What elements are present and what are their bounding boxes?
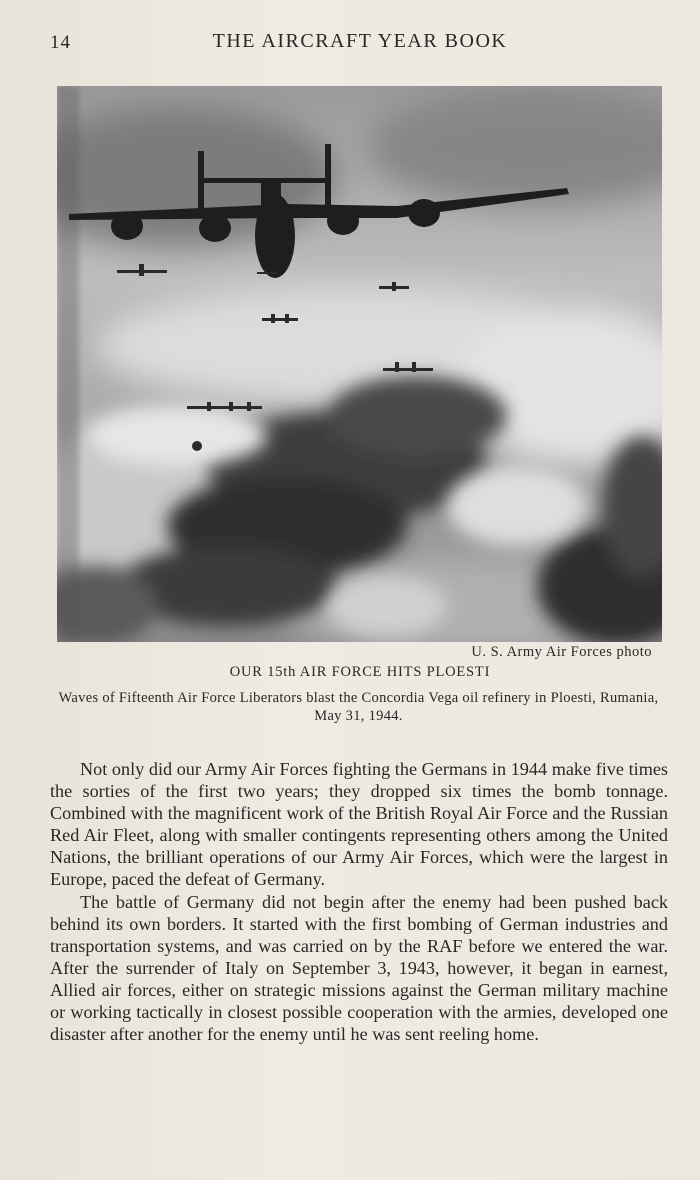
page-number: 14 <box>50 32 71 53</box>
figure-caption: Waves of Fifteenth Air Force Liberators blast the Concordia Vega oil refinery in Ploesti, Rumania, May 31, 1944. <box>58 690 659 724</box>
aerial-photograph <box>57 86 662 642</box>
body-text <box>50 758 668 1045</box>
paragraph: The battle of Germany did not begin after the enemy had been pushed back behind its own borders. It started with the first bombing of German industries and transportation systems, and was carried on by the RAF before we entered the war. After the surrender of Italy on September 3, 1943, however, it began in earnest, Allied air forces, either on strategic missions against the German military machine or working tactically in closest possible cooperation with the armies, developed one disaster after another for the enemy until he was sent reeling home. <box>50 891 668 1045</box>
running-title: THE AIRCRAFT YEAR BOOK <box>212 30 508 52</box>
figure-title: OUR 15th AIR FORCE HITS PLOESTI <box>229 664 491 680</box>
photo-credit: U. S. Army Air Forces photo <box>471 644 652 660</box>
paragraph: Not only did our Army Air Forces fighting the Germans in 1944 make five times the sorties of the first two years; they dropped six times the bomb tonnage. Combined with the magnificent work of the British Royal Air Force and the Russian Red Air Fleet, along with smaller contingents representing others among the United Nations, the brilliant operations of our Army Air Forces, which were the largest in Europe, paced the defeat of Germany. <box>50 759 668 890</box>
